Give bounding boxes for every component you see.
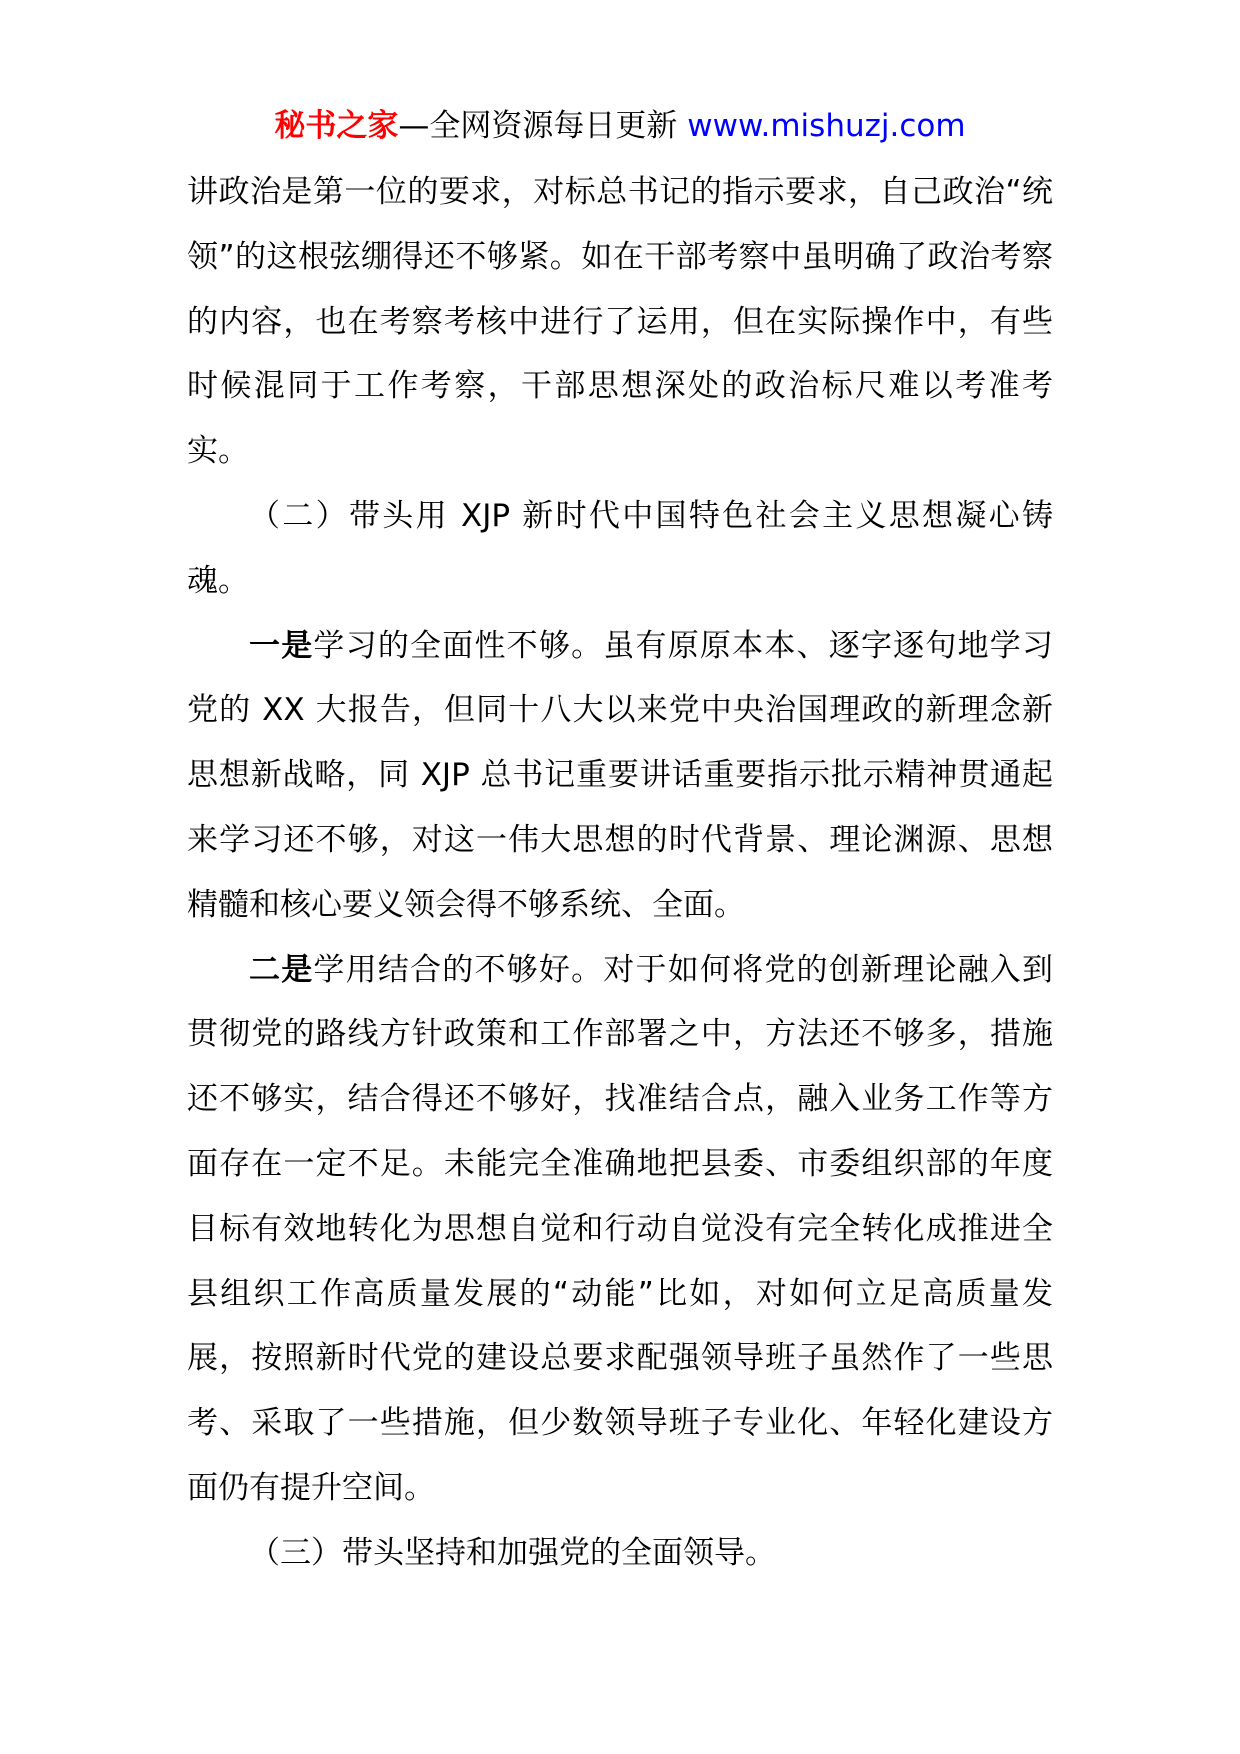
section-heading-2 [187, 484, 1053, 614]
site-url-link[interactable]: www.mishuzj.com [687, 108, 966, 144]
paragraph-text: 学用结合的不够好。对于如何将党的创新理论融入到贯彻党的路线方针政策和工作部署之中，方法还不够多，措施还不够实，结合得还不够好，找准结合点，融入业务工作等方面存在一定不足。未能完全准确地把县委、市委组织部的年度目标有效地转化为思想自觉和行动自觉没有完全转化成推进全县组织工作高质量发展的“动能”比如，对如何立足高质量发展，按照新时代党的建设总要求配强领导班子虽然作了一些思考、采取了一些措施，但少数领导班子专业化、年轻化建设方面仍有提升空间。 [187, 951, 1054, 1506]
paragraph-text: 讲政治是第一位的要求，对标总书记的指示要求，自己政治“统领”的这根弦绷得还不够紧。如在干部考察中虽明确了政治考察的内容，也在考察考核中进行了运用，但在实际操作中，有些时候混同于工作考察，干部思想深处的政治标尺难以考准考实。 [187, 174, 1053, 470]
paragraph-continuation [187, 160, 1053, 484]
point-two-paragraph [187, 938, 1053, 1521]
section-heading-text: （二）带头用 XJP 新时代中国特色社会主义思想凝心铸魂。 [187, 497, 1053, 599]
site-banner [0, 98, 1240, 154]
point-one-paragraph [187, 614, 1053, 938]
point-lead: 二是 [249, 951, 314, 988]
section-heading-3 [187, 1521, 1053, 1586]
brand-name: 秘书之家 [274, 108, 399, 144]
point-lead: 一是 [249, 627, 314, 664]
banner-tagline: —全网资源每日更新 [398, 108, 688, 144]
paragraph-text: 学习的全面性不够。虽有原原本本、逐字逐句地学习党的 XX 大报告，但同十八大以来党中央治国理政的新理念新思想新战略，同 XJP 总书记重要讲话重要指示批示精神贯通起来学习还不够，对这一伟大思想的时代背景、理论渊源、思想精髓和核心要义领会得不够系统、全面。 [187, 627, 1054, 923]
document-body [187, 160, 1053, 1586]
section-heading-text: （三）带头坚持和加强党的全面领导。 [249, 1534, 776, 1571]
